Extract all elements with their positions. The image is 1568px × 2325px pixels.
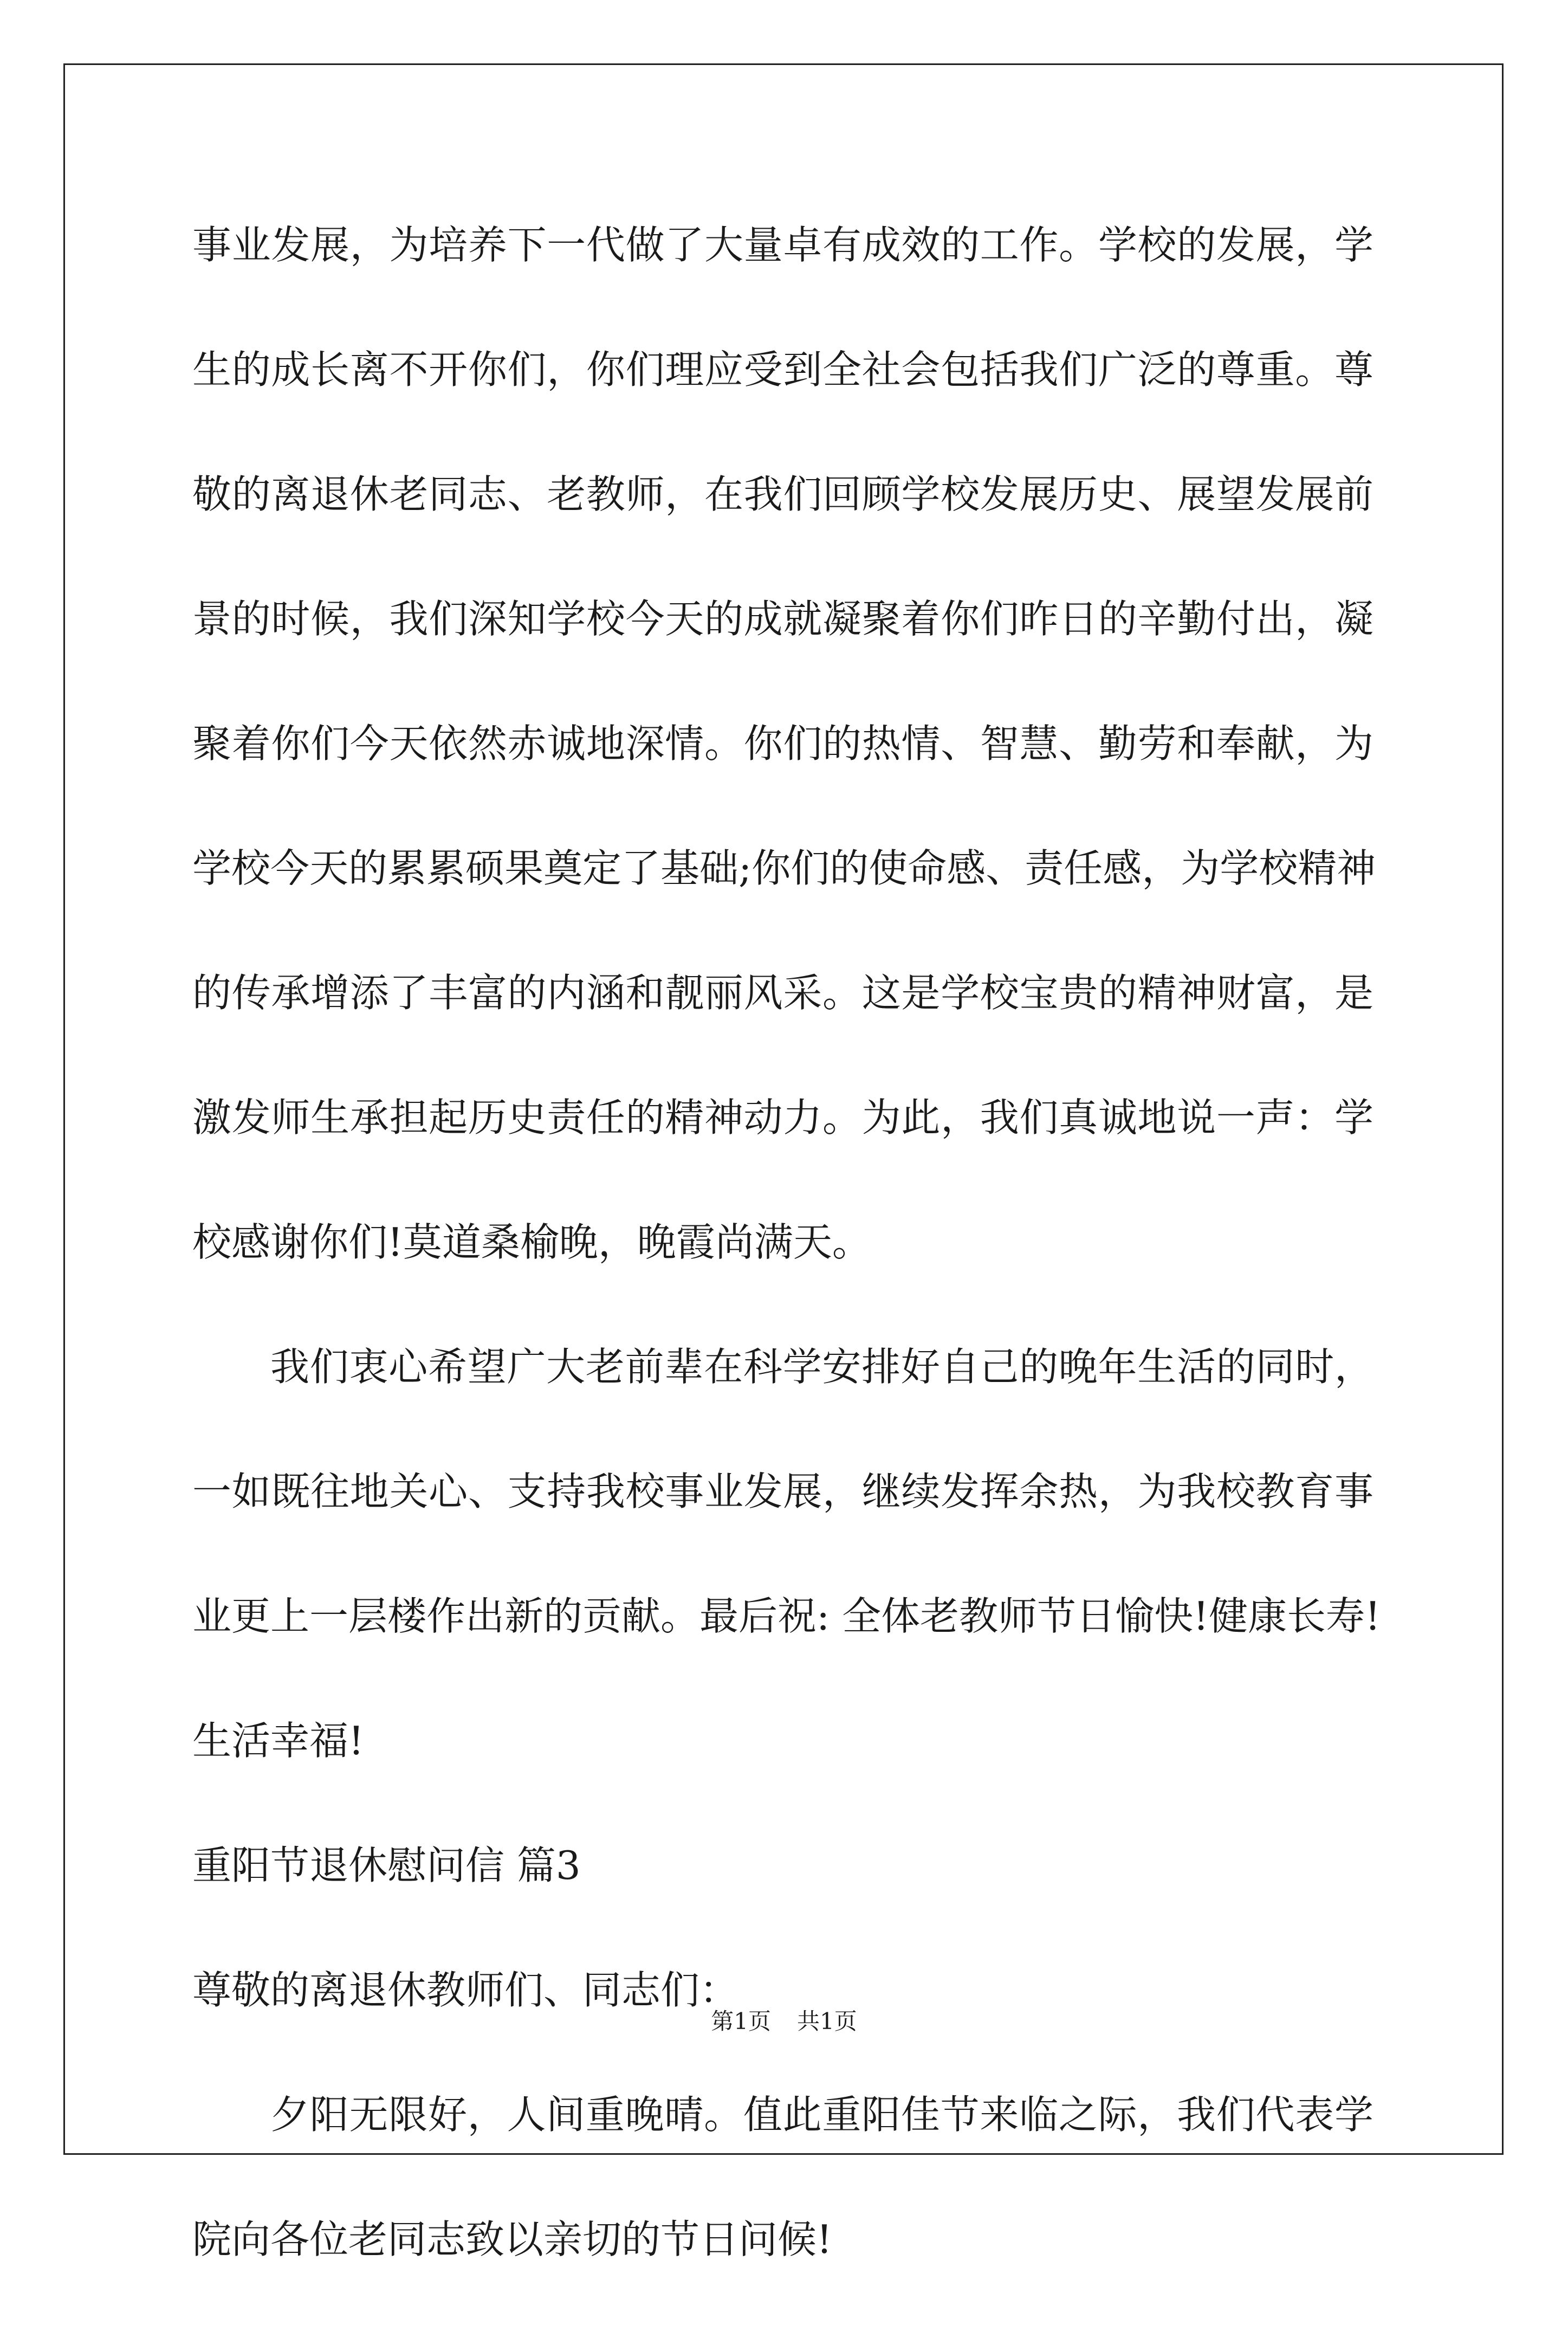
paragraph-line: 生的成长离不开你们，你们理应受到全社会包括我们广泛的尊重。尊 <box>192 347 1373 392</box>
paragraph-line: 激发师生承担起历史责任的精神动力。为此，我们真诚地说一声：学 <box>192 1095 1373 1140</box>
page-number-current: 第1页 <box>711 2008 771 2035</box>
paragraph-line: 生活幸福! <box>192 1718 364 1764</box>
paragraph-line: 我们衷心希望广大老前辈在科学安排好自己的晚年生活的同时， <box>270 1344 1373 1390</box>
page-footer <box>0 2005 1568 2038</box>
salutation: 尊敬的离退休教师们、同志们： <box>192 1967 739 2013</box>
paragraph-line: 一如既往地关心、支持我校事业发展，继续发挥余热，为我校教育事 <box>192 1469 1373 1514</box>
paragraph-line: 的传承增添了丰富的内涵和靓丽风采。这是学校宝贵的精神财富，是 <box>192 970 1373 1016</box>
paragraph-line: 事业发展，为培养下一代做了大量卓有成效的工作。学校的发展，学 <box>192 222 1373 268</box>
paragraph-line: 聚着你们今天依然赤诚地深情。你们的热情、智慧、勤劳和奉献，为 <box>192 721 1373 766</box>
page-number-total: 共1页 <box>797 2008 857 2035</box>
paragraph-line: 学校今天的累累硕果奠定了基础;你们的使命感、责任感，为学校精神 <box>192 845 1376 891</box>
paragraph-line: 夕阳无限好，人间重晚晴。值此重阳佳节来临之际，我们代表学 <box>270 2092 1373 2137</box>
paragraph-line: 院向各位老同志致以亲切的节日问候! <box>192 2217 832 2262</box>
paragraph-line: 业更上一层楼作出新的贡献。最后祝: 全体老教师节日愉快!健康长寿! <box>192 1593 1381 1639</box>
section-heading: 重阳节退休慰问信 篇3 <box>192 1843 581 1888</box>
paragraph-line: 敬的离退休老同志、老教师，在我们回顾学校发展历史、展望发展前 <box>192 472 1373 517</box>
paragraph-line: 校感谢你们!莫道桑榆晚，晚霞尚满天。 <box>192 1219 871 1265</box>
paragraph-line: 景的时候，我们深知学校今天的成就凝聚着你们昨日的辛勤付出，凝 <box>192 596 1373 642</box>
